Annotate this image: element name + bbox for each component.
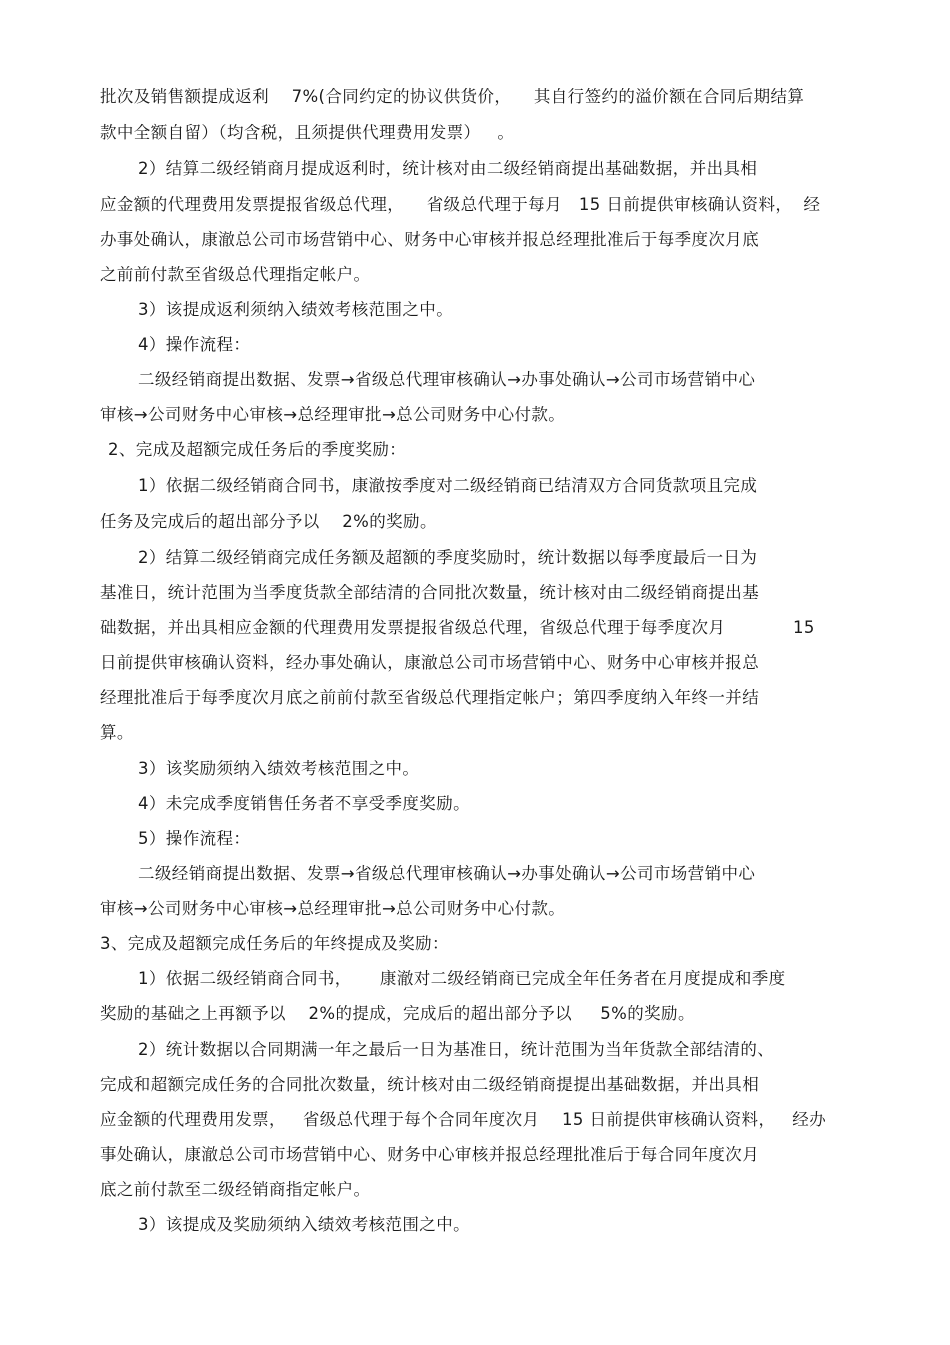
paragraph-line: 底之前付款至二级经销商指定帐户。 (100, 1180, 371, 1199)
list-item-line: 2）结算二级经销商完成任务额及超额的季度奖励时，统计数据以每季度最后一日为 (138, 548, 758, 567)
paragraph-line: 完成和超额完成任务的合同批次数量，统计核对由二级经销商提提出基础数据，并出具相 (100, 1075, 760, 1094)
flow-line: 审核→公司财务中心审核→总经理审批→总公司财务中心付款。 (100, 405, 566, 424)
paragraph-line: 日前提供审核确认资料，经办事处确认，康澈总公司市场营销中心、财务中心审核并报总 (100, 653, 760, 672)
paragraph-line: 办事处确认，康澈总公司市场营销中心、财务中心审核并报总经理批准后于每季度次月底 (100, 230, 760, 249)
paragraph-line: 批次及销售额提成返利 7%(合同约定的协议供货价， 其自行签约的溢价额在合同后期结算 (100, 87, 805, 106)
list-item-line: 3）该奖励须纳入绩效考核范围之中。 (138, 759, 420, 778)
flow-line: 二级经销商提出数据、发票→省级总代理审核确认→办事处确认→公司市场营销中心 (138, 864, 756, 883)
paragraph-line: 任务及完成后的超出部分予以 2%的奖励。 (100, 512, 437, 531)
paragraph-line: 事处确认，康澈总公司市场营销中心、财务中心审核并报总经理批准后于每合同年度次月 (100, 1145, 760, 1164)
section-heading: 2、完成及超额完成任务后的季度奖励： (108, 440, 407, 459)
list-item-line: 5）操作流程： (138, 829, 251, 848)
paragraph-line: 之前前付款至省级总代理指定帐户。 (100, 265, 371, 284)
list-item-line: 1）依据二级经销商合同书，康澈按季度对二级经销商已结清双方合同货款项且完成 (138, 476, 758, 495)
flow-line: 二级经销商提出数据、发票→省级总代理审核确认→办事处确认→公司市场营销中心 (138, 370, 756, 389)
list-item-line: 2）统计数据以合同期满一年之最后一日为基准日，统计范围为当年货款全部结清的、 (138, 1040, 775, 1059)
paragraph-line: 经理批准后于每季度次月底之前前付款至省级总代理指定帐户；第四季度纳入年终一并结 (100, 688, 760, 707)
list-item-line: 4）未完成季度销售任务者不享受季度奖励。 (138, 794, 470, 813)
paragraph-line: 础数据，并出具相应金额的代理费用发票提报省级总代理，省级总代理于每季度次月 15 (100, 618, 815, 637)
paragraph-line: 基准日，统计范围为当季度货款全部结清的合同批次数量，统计核对由二级经销商提出基 (100, 583, 760, 602)
paragraph-line: 应金额的代理费用发票提报省级总代理， 省级总代理于每月 15 日前提供审核确认资料， 经 (100, 195, 821, 214)
list-item-line: 1）依据二级经销商合同书， 康澈对二级经销商已完成全年任务者在月度提成和季度 (138, 969, 786, 988)
list-item-line: 2）结算二级经销商月提成返利时，统计核对由二级经销商提出基础数据，并出具相 (138, 159, 758, 178)
section-heading: 3、完成及超额完成任务后的年终提成及奖励： (100, 934, 449, 953)
flow-line: 审核→公司财务中心审核→总经理审批→总公司财务中心付款。 (100, 899, 566, 918)
paragraph-line: 奖励的基础之上再额予以 2%的提成，完成后的超出部分予以 5%的奖励。 (100, 1004, 695, 1023)
list-item-line: 3）该提成及奖励须纳入绩效考核范围之中。 (138, 1215, 470, 1234)
list-item-line: 4）操作流程： (138, 335, 251, 354)
paragraph-line: 应金额的代理费用发票， 省级总代理于每个合同年度次月 15 日前提供审核确认资料， 经办 (100, 1110, 827, 1129)
paragraph-line: 算。 (100, 723, 134, 742)
list-item-line: 3）该提成返利须纳入绩效考核范围之中。 (138, 300, 454, 319)
paragraph-line: 款中全额自留）（均含税，且须提供代理费用发票） 。 (100, 123, 515, 142)
